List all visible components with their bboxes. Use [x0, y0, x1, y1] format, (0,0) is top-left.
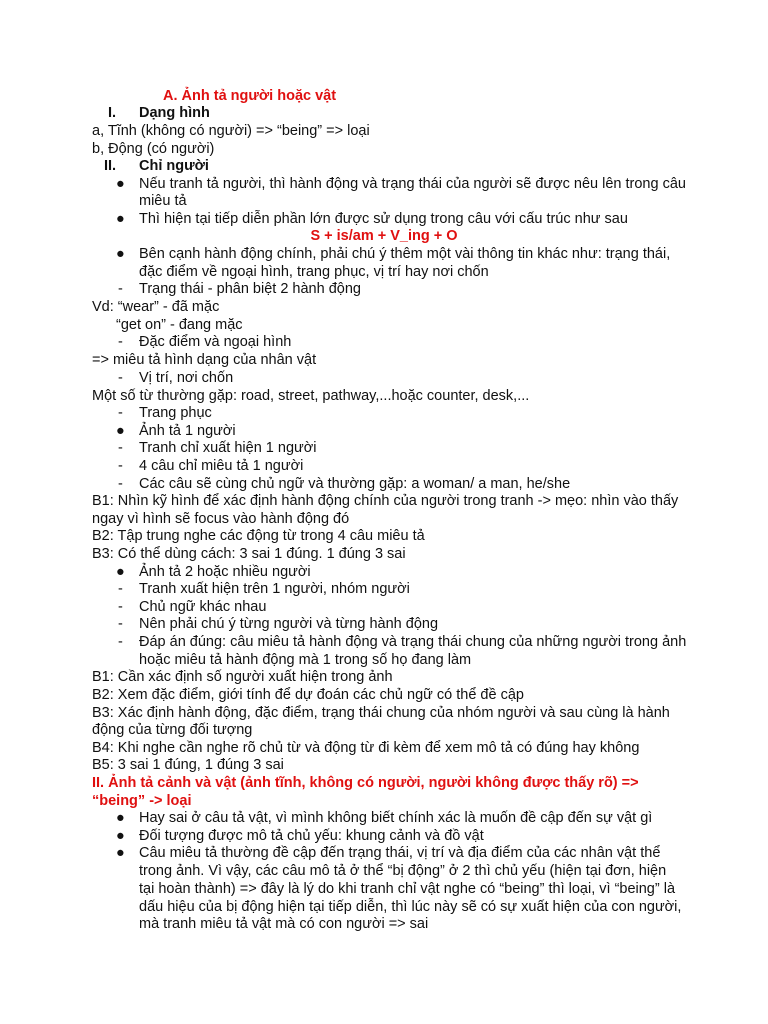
text-line: Vd: “wear” - đã mặc — [92, 299, 220, 315]
list-item-cont: tại hoàn thành) => đây là lý do khi tranh chỉ vật nghe có “being” thì loại, vì “being” là — [139, 881, 676, 897]
bullet-icon: ● — [116, 211, 125, 227]
dash-icon: - — [118, 616, 123, 632]
bullet-icon: ● — [116, 828, 125, 844]
step-line: B1: Nhìn kỹ hình để xác định hành động chính của người trong tranh -> mẹo: nhìn vào thấy — [92, 493, 679, 509]
bullet-icon: ● — [116, 246, 125, 262]
dash-icon: - — [118, 440, 123, 456]
part1-title: Dạng hình — [139, 105, 210, 121]
list-item-cont: đặc điểm về ngoại hình, trang phục, vị trí hay nơi chốn — [139, 264, 489, 280]
list-item: Bên cạnh hành động chính, phải chú ý thêm một vài thông tin khác như: trạng thái, — [139, 246, 671, 262]
step-line: động của từng đối tượng — [92, 722, 253, 738]
text-line: Một số từ thường gặp: road, street, pathway,...hoặc counter, desk,... — [92, 388, 530, 404]
list-item-cont: mà tranh miêu tả vật mà có con người => sai — [139, 916, 429, 932]
dash-item-cont: hoặc miêu tả hành động mà 1 trong số họ đang làm — [139, 652, 472, 668]
part2-title: Chỉ người — [139, 158, 209, 174]
bullet-icon: ● — [116, 564, 125, 580]
dash-icon: - — [118, 599, 123, 615]
list-item: Câu miêu tả thường đề cập đến trạng thái, vị trí và địa điểm của các nhân vật thể — [139, 845, 661, 861]
bullet-icon: ● — [116, 810, 125, 826]
text-line: a, Tĩnh (không có người) => “being” => loại — [92, 123, 370, 139]
list-item-cont: dấu hiệu của bị động hiện tại tiếp diễn, thì lúc này sẽ có sự xuất hiện của con người, — [139, 899, 682, 915]
dash-item: Các câu sẽ cùng chủ ngữ và thường gặp: a woman/ a man, he/she — [139, 476, 571, 492]
step-line: B4: Khi nghe cần nghe rõ chủ từ và động từ đi kèm để xem mô tả có đúng hay không — [92, 740, 640, 756]
list-item: Hay sai ở câu tả vật, vì mình không biết chính xác là muốn đề cập đến sự vật gì — [139, 810, 653, 826]
list-item: Nếu tranh tả người, thì hành động và trạng thái của người sẽ được nêu lên trong câu — [139, 176, 686, 192]
step-line: B5: 3 sai 1 đúng, 1 đúng 3 sai — [92, 757, 284, 773]
dash-icon: - — [118, 281, 123, 297]
formula: S + is/am + V_ing + O — [310, 228, 458, 244]
dash-item: Nên phải chú ý từng người và từng hành động — [139, 616, 439, 632]
dash-icon: - — [118, 634, 123, 650]
step-line: B2: Tập trung nghe các động từ trong 4 câu miêu tả — [92, 528, 425, 544]
one-person-heading: Ảnh tả 1 người — [139, 423, 236, 439]
list-item-cont: miêu tả — [139, 193, 187, 209]
list-item: Thì hiện tại tiếp diễn phần lớn được sử dụng trong câu với cấu trúc như sau — [139, 211, 628, 227]
section-scene-heading-cont: “being” -> loại — [92, 793, 192, 809]
dash-icon: - — [118, 334, 123, 350]
dash-item: Vị trí, nơi chốn — [139, 370, 234, 386]
step-line: B1: Cần xác định số người xuất hiện trong ảnh — [92, 669, 393, 685]
dash-icon: - — [118, 370, 123, 386]
dash-icon: - — [118, 581, 123, 597]
list-item-cont: trong ảnh. Vì vậy, các câu mô tả ở thể “bị động” ở 2 thì chủ yếu (hiện tại đơn, hiện — [139, 863, 667, 879]
text-line: => miêu tả hình dạng của nhân vật — [92, 352, 317, 368]
dash-icon: - — [118, 476, 123, 492]
step-line: B3: Có thể dùng cách: 3 sai 1 đúng. 1 đúng 3 sai — [92, 546, 406, 562]
part2-numeral: II. — [104, 158, 117, 174]
text-line: “get on” - đang mặc — [116, 317, 243, 333]
dash-icon: - — [118, 458, 123, 474]
text-line: b, Động (có người) — [92, 141, 215, 157]
list-item: Đối tượng được mô tả chủ yếu: khung cảnh và đồ vật — [139, 828, 484, 844]
bullet-icon: ● — [116, 176, 125, 192]
dash-icon: - — [118, 405, 123, 421]
bullet-icon: ● — [116, 423, 125, 439]
dash-item: Đáp án đúng: câu miêu tả hành động và trạng thái chung của những người trong ảnh — [139, 634, 687, 650]
step-line: B3: Xác định hành động, đặc điểm, trạng thái chung của nhóm người và sau cùng là hành — [92, 705, 670, 721]
dash-item: Tranh xuất hiện trên 1 người, nhóm người — [139, 581, 410, 597]
step-line: B2: Xem đặc điểm, giới tính để dự đoán các chủ ngữ có thể đề cập — [92, 687, 524, 703]
dash-item: Tranh chỉ xuất hiện 1 người — [139, 440, 317, 456]
bullet-icon: ● — [116, 845, 125, 861]
part1-numeral: I. — [108, 105, 117, 121]
dash-item: Trang phục — [139, 405, 212, 421]
step-line: ngay vì hình sẽ focus vào hành động đó — [92, 511, 350, 527]
dash-item: Chủ ngữ khác nhau — [139, 599, 267, 615]
section-scene-heading: II. Ảnh tả cảnh và vật (ảnh tĩnh, không có người, người không được thấy rõ) => — [92, 775, 639, 791]
dash-item: 4 câu chỉ miêu tả 1 người — [139, 458, 304, 474]
dash-item: Trạng thái - phân biệt 2 hành động — [139, 281, 361, 297]
many-people-heading: Ảnh tả 2 hoặc nhiều người — [139, 564, 311, 580]
section-a-heading: A. Ảnh tả người hoặc vật — [163, 88, 337, 104]
dash-item: Đặc điểm và ngoại hình — [139, 334, 292, 350]
